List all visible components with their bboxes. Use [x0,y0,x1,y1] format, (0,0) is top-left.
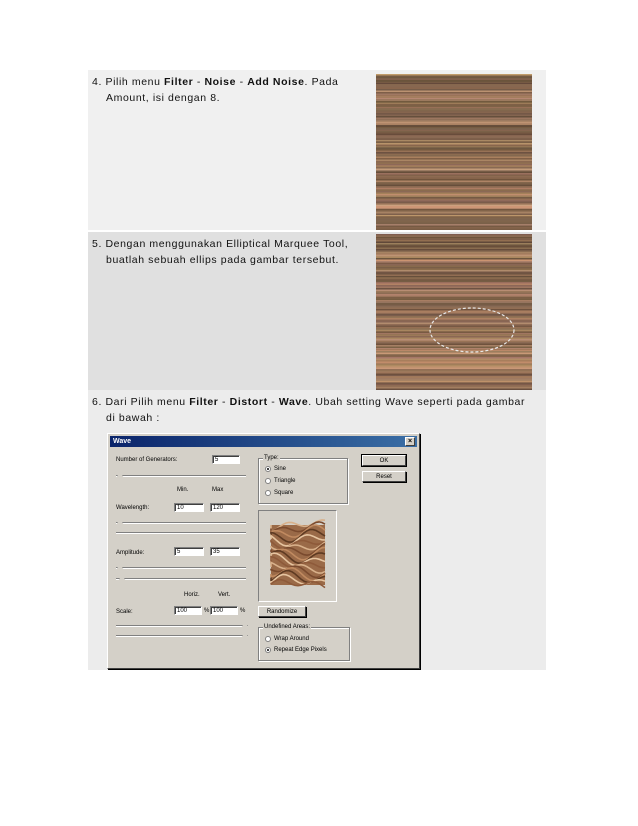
texture-stripe [376,215,532,216]
texture-stripe [376,296,532,297]
texture-stripe [376,257,532,259]
texture-stripe [376,175,532,176]
text-run: - [193,76,205,88]
wavelength-max-input[interactable]: 120 [210,503,240,512]
texture-stripe [376,317,532,318]
texture-stripe [376,187,532,188]
texture-stripe [376,76,532,78]
step-number: 6. [92,396,102,408]
texture-stripe [376,137,532,138]
step-4-text [92,74,372,106]
texture-stripe [376,79,532,80]
text-run: Dari Pilih menu [105,396,190,408]
texture-stripe [376,203,532,204]
texture-stripe [376,100,532,101]
type-triangle-label[interactable]: Triangle [274,478,296,484]
texture-stripe [376,154,532,155]
text-run: - [236,76,248,88]
slider-thumb[interactable] [116,564,124,570]
num-generators-slider[interactable] [116,475,246,477]
texture-stripe [376,269,532,270]
step-4-line1 [106,76,339,88]
texture-stripe [376,166,532,167]
texture-stripe [376,300,532,301]
wavelength-label: Wavelength: [116,505,150,511]
texture-stripe [376,245,532,246]
texture-stripe [376,369,532,370]
texture-stripe [376,366,532,368]
type-sine-label[interactable]: Sine [274,466,287,472]
texture-stripe [376,297,532,298]
amplitude-slider[interactable] [116,567,246,569]
texture-stripe [376,127,532,128]
texture-stripe [376,113,532,115]
texture-stripe [376,160,532,162]
undefined-areas-group [258,624,350,661]
texture-stripe [376,375,532,376]
texture-stripe [376,103,532,105]
texture-stripe [376,330,532,331]
dialog-title-bar[interactable] [110,436,417,447]
wave-preview [258,510,337,602]
step-6-text [92,394,542,426]
wavelength-slider[interactable] [116,522,246,524]
texture-stripe [376,315,532,316]
step-5-line1: Dengan menggunakan Elliptical Marquee Tool, [105,238,349,250]
texture-stripe [376,170,532,171]
step-6-line2: di bawah : [106,412,160,424]
bold-menu-term: Filter [189,396,219,408]
texture-stripe [376,266,532,268]
texture-stripe [376,128,532,130]
texture-stripe [376,142,532,143]
texture-stripe [376,377,532,378]
texture-stripe [376,121,532,122]
wave-preview-svg [259,511,336,601]
dialog-title: Wave [113,438,132,445]
texture-stripe [376,287,532,289]
texture-stripe [376,351,532,352]
texture-stripe [376,272,532,274]
texture-stripe [376,205,532,207]
texture-stripe [376,378,532,380]
texture-stripe [376,74,532,75]
texture-stripe [376,284,532,285]
texture-stripe [376,246,532,248]
texture-stripe [376,209,532,211]
type-group [258,455,348,504]
texture-stripe [376,115,532,117]
texture-stripe [376,248,532,249]
texture-stripe [376,104,532,105]
wrap-around-label[interactable]: Wrap Around [274,636,309,642]
texture-stripe [376,306,532,308]
slider-thumb[interactable] [118,575,126,581]
slider-thumb[interactable] [241,632,249,638]
texture-stripe [376,273,532,275]
texture-stripe [376,381,532,382]
text-run: Pilih menu [105,76,165,88]
randomize-button[interactable]: Randomize [258,606,306,617]
texture-stripe [376,107,532,108]
noise-texture-image [376,74,532,230]
wrap-around-radio[interactable] [265,636,271,642]
amplitude-min-input[interactable]: 5 [174,547,204,556]
texture-stripe [376,363,532,364]
texture-stripe [376,362,532,364]
bold-menu-term: Filter [164,76,194,88]
close-icon[interactable]: × [405,437,415,446]
texture-stripe [376,214,532,216]
texture-stripe [376,116,532,118]
horiz-label: Horiz. [184,592,200,598]
texture-stripe [376,350,532,352]
texture-stripe [376,134,532,135]
texture-stripe [376,368,532,370]
text-run: - [267,396,279,408]
texture-stripe [376,91,532,93]
texture-stripe [376,164,532,166]
texture-stripe [376,260,532,262]
amplitude-max-input[interactable]: 35 [210,547,240,556]
ellipse-texture-svg [376,234,532,390]
wavelength-min-input[interactable]: 10 [174,503,204,512]
texture-stripe [376,182,532,183]
type-square-radio[interactable] [265,490,271,496]
scale-vert-slider[interactable] [116,635,248,637]
repeat-edge-label[interactable]: Repeat Edge Pixels [274,647,327,653]
texture-stripe [376,251,532,252]
texture-stripe [376,290,532,292]
texture-stripe [376,172,532,173]
texture-stripe [376,332,532,333]
step-number: 4. [92,76,102,88]
text-run: . Ubah setting Wave seperti pada gambar [308,396,526,408]
texture-stripe [376,146,532,147]
texture-stripe [376,389,532,391]
texture-stripe [376,356,532,357]
texture-stripe [376,130,532,131]
vert-label: Vert. [218,592,231,598]
texture-stripe [376,92,532,93]
type-group-title: Type: [264,455,279,461]
texture-stripe [376,327,532,328]
texture-stripe [376,197,532,199]
texture-stripe [376,293,532,295]
texture-stripe [376,335,532,336]
texture-stripe [376,112,532,113]
texture-stripe [376,139,532,140]
scale-vert-input[interactable]: 100 [210,606,238,615]
texture-stripe [376,237,532,238]
step-6-line1 [106,396,526,408]
texture-stripe [376,109,532,110]
texture-stripe [376,83,532,84]
ok-button[interactable]: OK [362,455,406,466]
texture-stripe [376,236,532,238]
texture-stripe [376,276,532,277]
texture-stripe [376,196,532,197]
bold-menu-term: Distort [229,396,268,408]
slider-thumb[interactable] [116,472,124,478]
num-generators-label: Number of Generators: [116,457,178,463]
step-5-text [92,236,372,268]
texture-stripe [376,131,532,132]
texture-stripe [376,229,532,230]
amplitude-slider-2[interactable] [116,578,246,580]
ellipse-selection-image [376,234,532,390]
texture-stripe [376,374,532,376]
texture-stripe [376,163,532,165]
step-number: 5. [92,238,102,250]
type-sine-radio[interactable] [265,466,271,472]
texture-stripe [376,252,532,253]
texture-stripe [376,278,532,280]
num-generators-input[interactable]: 5 [212,455,240,464]
texture-stripe [376,136,532,137]
slider-thumb[interactable] [241,622,249,628]
percent-sign: % [204,608,210,614]
texture-stripe [376,281,532,282]
texture-stripe [376,145,532,146]
wavelength-slider-2[interactable] [116,532,246,534]
texture-stripe [376,342,532,344]
texture-stripe [376,184,532,185]
texture-stripe [376,263,532,265]
texture-stripe [376,194,532,195]
texture-stripe [376,226,532,227]
text-run: - [218,396,230,408]
texture-stripe [376,249,532,251]
texture-stripe [376,140,532,141]
texture-stripe [376,77,532,78]
texture-stripe [376,384,532,385]
texture-stripe [376,348,532,349]
texture-stripe [376,359,532,361]
percent-sign: % [240,608,246,614]
noise-texture-svg [376,74,532,230]
amplitude-label: Amplitude: [116,550,145,556]
type-triangle-radio[interactable] [265,478,271,484]
max-label: Max [212,487,224,493]
texture-stripe [376,202,532,203]
slider-thumb[interactable] [116,519,124,525]
texture-stripe [376,199,532,200]
texture-stripe [376,242,532,244]
type-square-label[interactable]: Square [274,490,294,496]
texture-stripe [376,179,532,180]
texture-stripe [376,188,532,189]
wave-dialog [107,433,420,669]
text-run: . Pada [304,76,339,88]
texture-stripe [376,185,532,186]
texture-stripe [376,178,532,179]
texture-stripe [376,98,532,99]
texture-stripe [376,158,532,159]
texture-stripe [376,122,532,123]
texture-stripe [376,208,532,210]
texture-stripe [376,320,532,321]
texture-stripe [376,227,532,228]
texture-stripe [376,264,532,266]
texture-stripe [376,106,532,107]
step-5-line2: buatlah sebuah ellips pada gambar tersebut. [106,254,340,266]
texture-stripe [376,234,532,235]
bold-menu-term: Wave [278,396,309,408]
repeat-edge-radio[interactable] [265,647,271,653]
texture-stripe [376,288,532,290]
bold-menu-term: Noise [204,76,237,88]
texture-stripe [376,161,532,162]
undefined-areas-title: Undefined Areas: [264,624,311,630]
texture-stripe [376,97,532,98]
bold-menu-term: Add Noise [247,76,305,88]
texture-stripe [376,333,532,334]
step-4-line2: Amount, isi dengan 8. [106,92,221,104]
scale-horiz-input[interactable]: 100 [174,606,202,615]
scale-horiz-slider[interactable] [116,625,248,627]
reset-button[interactable]: Reset [362,471,406,482]
texture-stripe [376,255,532,256]
texture-stripe [376,239,532,241]
scale-label: Scale: [116,609,133,615]
texture-stripe [376,151,532,153]
texture-stripe [376,267,532,268]
texture-stripe [376,217,532,218]
texture-stripe [376,110,532,112]
texture-stripe [376,360,532,362]
texture-stripe [376,270,532,272]
texture-stripe [376,329,532,331]
min-label: Min. [177,487,189,493]
